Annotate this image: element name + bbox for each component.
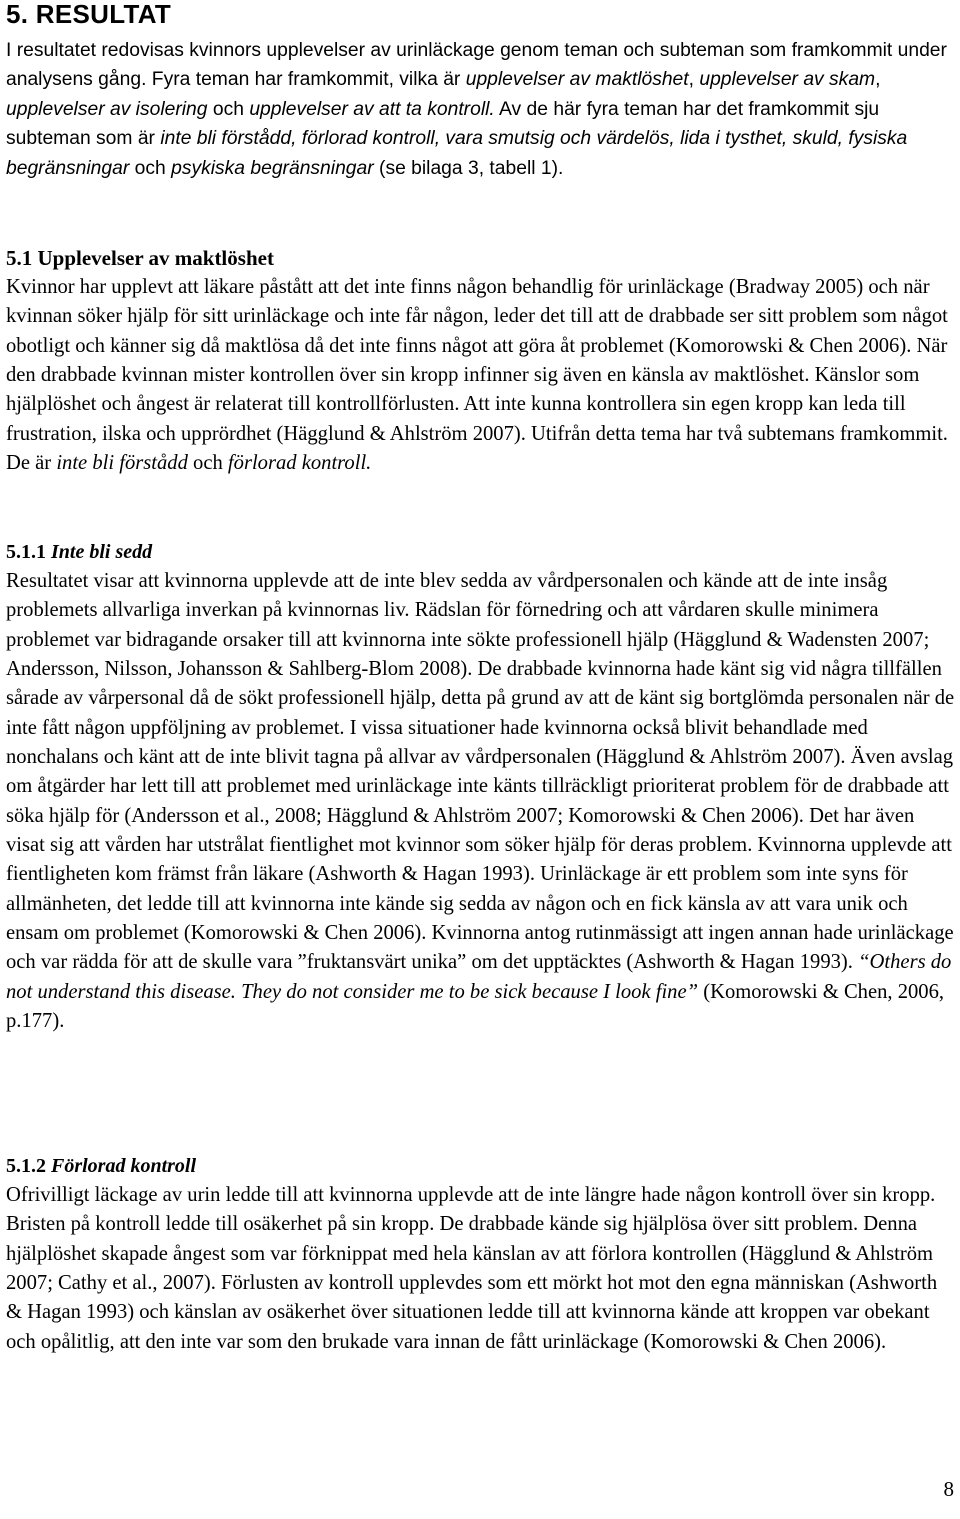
italic-text-run: upplevelser av att ta kontroll. xyxy=(249,98,495,120)
italic-text-run: upplevelser av isolering xyxy=(6,98,208,120)
text-run: Ofrivilligt läckage av urin ledde till att kvinnorna upplevde att de inte längre hade någon kontroll över sin kropp. Bristen på kontroll ledde till osäkerhet på sin kropp. De drabbade kände sig hjälplösa över sitt problem. Denna hjälplöshet skapade ångest som var förknippat med hela känslan av att förlora kontrollen (Hägglund & Ahlström 2007; Cathy et al., 2007). Förlusten av kontroll upplevdes som ett mörkt hot mot den egna människan (Ashworth & Hagan 1993) och känslan av osäkerhet över situationen ledde till att kvinnorna kände att kroppen var obekant och opålitlig, att den inte var som den brukade vara innan de fått urinläckage (Komorowski & Chen 2006). xyxy=(6,1184,938,1353)
text-run: I resultatet redovisas kvinnors upplevelser av urinläckage genom teman och subteman som framkommit under analysens gång. Fyra teman har framkommit, vilka är xyxy=(6,40,947,91)
heading-number: 5.1.2 xyxy=(6,1155,51,1177)
italic-text-run: inte bli förstådd xyxy=(56,452,188,475)
text-run: och xyxy=(129,157,172,179)
italic-text-run: “Others do not understand this disease. They do not consider me to be sick because I look fine” xyxy=(6,951,952,1003)
subsection-heading-5-1-1 xyxy=(6,538,152,567)
heading-title: Förlorad kontroll xyxy=(51,1155,197,1177)
text-run: och xyxy=(187,452,228,475)
text-run: Kvinnor har upplevt att läkare påstått att det inte finns någon behandlig för urinläckage (Bradway 2005) och när kvinnan söker hjälp för sitt urinläckage och inte får någon, leder det till att de drabbade ser sitt problem som något obotligt och känner sig då maktlösa då det inte finns något att göra åt problemet (Komorowski & Chen 2006). När den drabbade kvinnan mister kontrollen över sin kropp infinner sig även en känsla av maktlöshet. Känslor som hjälplöshet och ångest är relaterat till kontrollförlusten. Att inte kunna kontrollera sin egen kropp kan leda till frustration, ilska och upprördhet (Hägglund & Ahlström 2007). Utifrån detta tema har två subtemans framkommit. De är xyxy=(6,276,948,475)
page-number: 8 xyxy=(943,1477,954,1501)
text-run: och xyxy=(207,98,250,120)
italic-text-run: inte bli förstådd, förlorad kontroll, vara smutsig och värdelös, lida i tysthet, skuld, fysiska begränsningar xyxy=(6,128,908,179)
heading-title: Inte bli sedd xyxy=(51,541,153,563)
paragraph-5-1 xyxy=(6,273,958,478)
text-run: Resultatet visar att kvinnorna upplevde att de inte blev sedda av vårdpersonalen och kände att de inte insåg problemets allvarliga inverkan på kvinnornas liv. Rädslan för förnedring och att vårdaren skulle minimera problemet var bidragande orsaker till att kvinnorna inte sökte professionell hjälp (Hägglund & Wadensten 2007; Andersson, Nilsson, Johansson & Sahlberg-Blom 2008). De drabbade kvinnorna hade känt sig vid några tillfällen sårade av vårpersonal då de sökt professionell hjälp, detta på grund av att de känt sig bortglömda personalen när de inte fått någon uppföljning av problemet. I vissa situationer hade kvinnorna också blivit behandlade med nonchalans och känt att de inte blivit tagna på allvar av vårdpersonalen (Hägglund & Ahlström 2007). Även avslag om åtgärder har lett till att problemet med urinläckage inte känts tillräckligt prioriterat problem för de drabbade att söka hjälp för (Andersson et al., 2008; Hägglund & Ahlström 2007; Komorowski & Chen 2006). Det har även visat sig att vården har utstrålat fientlighet mot kvinnor som söker hjälp för deras problem. Kvinnorna upplevde att fientligheten kom främst från läkare (Ashworth & Hagan 1993). Urinläckage är ett problem som inte syns för allmänheten, det ledde till att kvinnorna inte kände sig sedda av någon och en fick känsla av att vara unik och ensam om problemet (Komorowski & Chen 2006). Kvinnorna antog rutinmässigt att ingen annan hade urinläckage och var rädda för att de skulle vara ”fruktansvärt unika” om det upptäcktes (Ashworth & Hagan 1993). xyxy=(6,570,955,974)
text-run: , xyxy=(875,69,881,91)
italic-text-run: psykiska begränsningar xyxy=(171,157,374,179)
subsection-heading-5-1-2 xyxy=(6,1152,196,1181)
paragraph-5-1-1 xyxy=(6,567,958,1037)
italic-text-run: förlorad kontroll. xyxy=(227,452,372,475)
heading-number: 5.1.1 xyxy=(6,541,51,563)
paragraph-5-1-2 xyxy=(6,1181,958,1357)
text-run: (Komorowski & Chen, 2006, p.177). xyxy=(6,980,945,1033)
text-run: (se bilaga 3, tabell 1). xyxy=(373,157,564,179)
text-run: Av de här fyra teman har det framkommit sju subteman som är xyxy=(6,98,880,150)
text-run: , xyxy=(688,69,700,91)
subsection-heading-5-1: 5.1 Upplevelser av maktlöshet xyxy=(6,246,274,270)
italic-text-run: upplevelser av skam xyxy=(699,69,876,91)
section-heading: 5. RESULTAT xyxy=(6,0,172,29)
intro-paragraph xyxy=(6,36,956,183)
italic-text-run: upplevelser av maktlöshet xyxy=(465,69,689,91)
